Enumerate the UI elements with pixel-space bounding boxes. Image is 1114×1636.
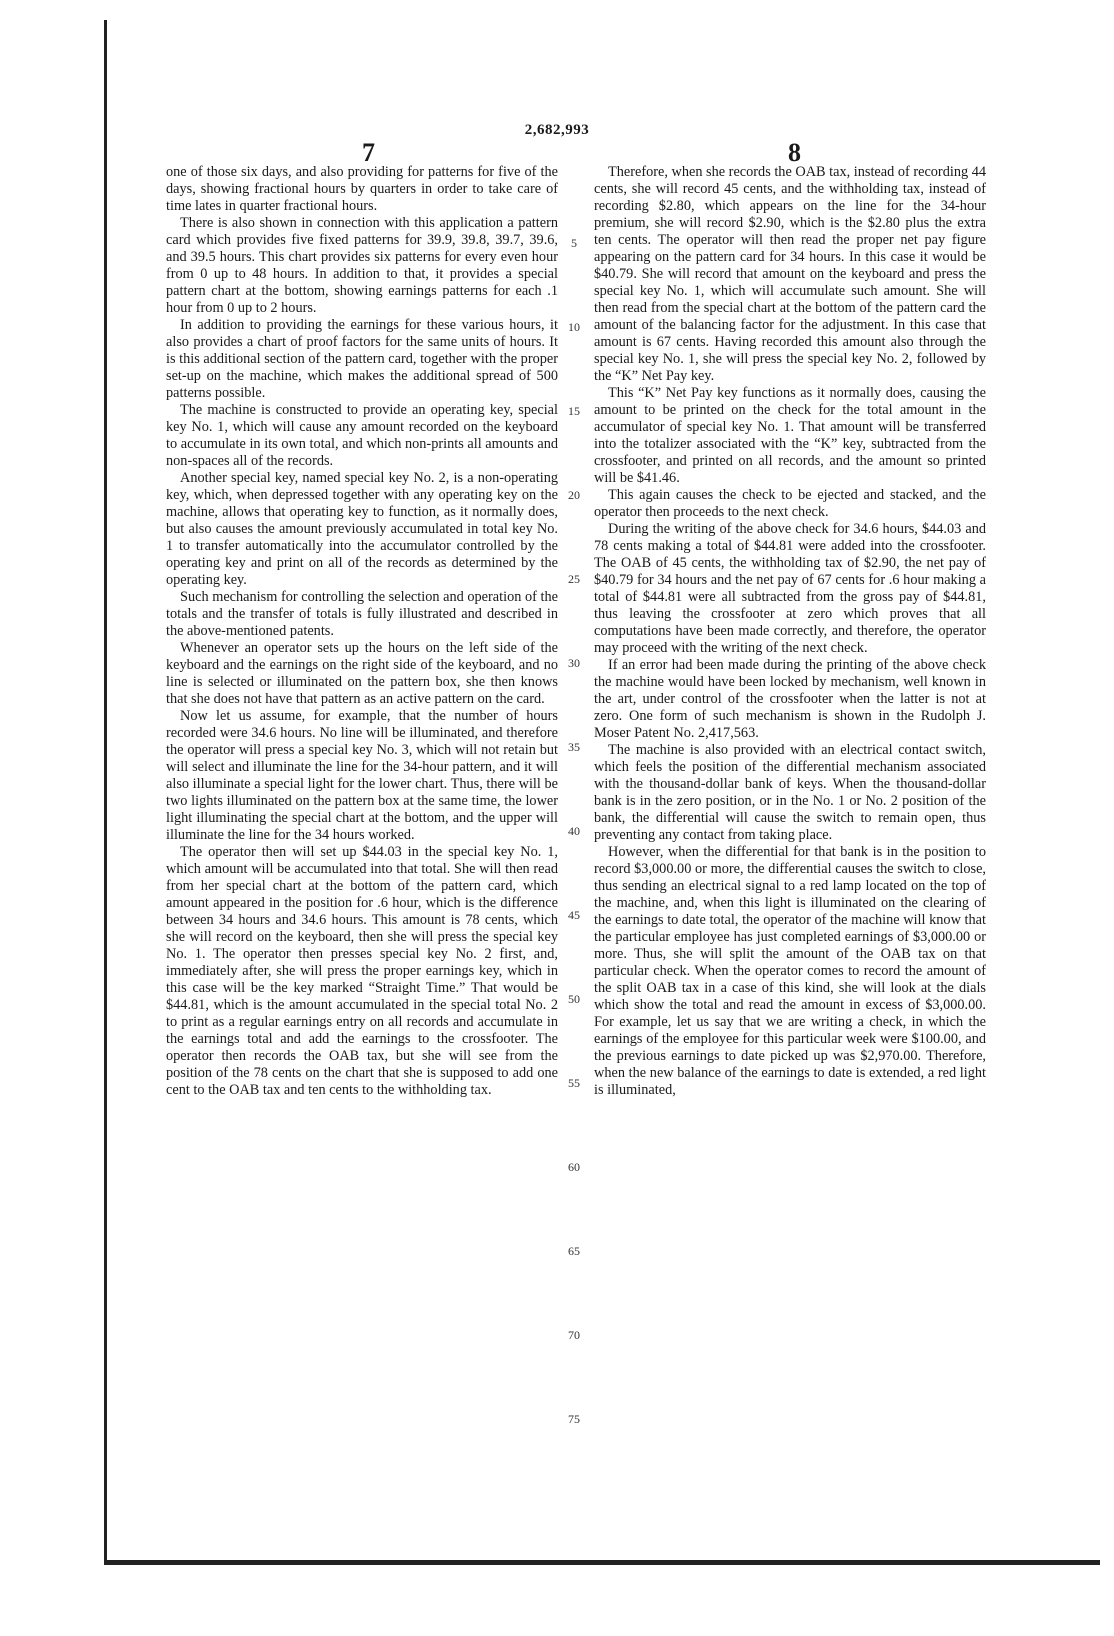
bottom-margin-rule bbox=[104, 1560, 1100, 1565]
right-text-column bbox=[594, 164, 986, 1099]
paragraph: The machine is constructed to provide an operating key, special key No. 1, which will cause any amount recorded on the keyboard to accumulate in its own total, and which non-prints all amounts and non-spaces all of the records. bbox=[166, 402, 558, 469]
paragraph: one of those six days, and also providing for patterns for five of the days, showing fractional hours by quarters in order to take care of time lates in quarter fractional hours. bbox=[166, 164, 558, 214]
line-number: 50 bbox=[568, 992, 580, 1006]
paragraph: This “K” Net Pay key functions as it normally does, causing the amount to be printed on the check for the total amount in the accumulator of special key No. 1. That amount will be transferred into the totalizer associated with the “K” key, subtracted from the crossfooter, and printed on all records, and the amount so printed will be $41.46. bbox=[594, 385, 986, 486]
line-number: 45 bbox=[568, 908, 580, 922]
line-number: 75 bbox=[568, 1412, 580, 1426]
line-number: 30 bbox=[568, 656, 580, 670]
line-number-gutter bbox=[560, 0, 588, 1636]
paragraph: If an error had been made during the printing of the above check the machine would have been locked by mechanism, well known in the art, under control of the crossfooter when the latter is not at zero. One form of such mechanism is shown in the Rudolph J. Moser Patent No. 2,417,563. bbox=[594, 657, 986, 741]
paragraph: In addition to providing the earnings for these various hours, it also provides a chart of proof factors for the same units of hours. It is this additional section of the pattern card, together with the proper set-up on the machine, which makes the additional spread of 500 patterns possible. bbox=[166, 317, 558, 401]
paragraph: However, when the differential for that bank is in the position to record $3,000.00 or more, the differential causes the switch to close, thus sending an electrical signal to a red lamp located on the top of the machine, and, when this light is illuminated on the clearing of the earnings to date total, the operator of the machine will know that the particular employee has just completed earnings of $3,000.00 or more. Thus, she will split the amount of the OAB tax on that particular check. When the operator comes to record the amount of the split OAB tax in a case of this kind, she will look at the dials which show the total and read the amount in excess of $3,000.00. For example, let us say that we are writing a check, in which the earnings of the employee for this particular week were $100.00, and the previous earnings to date picked up was $2,970.00. Therefore, when the new balance of the earnings to date is extended, a red light is illuminated, bbox=[594, 844, 986, 1098]
paragraph: There is also shown in connection with this application a pattern card which provides five fixed patterns for 39.9, 39.8, 39.7, 39.6, and 39.5 hours. This chart provides six patterns for every even hour from 0 up to 48 hours. In addition to that, it provides a special pattern chart at the bottom, showing earnings patterns for each .1 hour from 0 up to 2 hours. bbox=[166, 215, 558, 316]
line-number: 70 bbox=[568, 1328, 580, 1342]
paragraph: Such mechanism for controlling the selection and operation of the totals and the transfer of totals is fully illustrated and described in the above-mentioned patents. bbox=[166, 589, 558, 639]
paragraph: During the writing of the above check for 34.6 hours, $44.03 and 78 cents making a total of $44.81 were added into the crossfooter. The OAB of 45 cents, the withholding tax of $2.90, the net pay of $40.79 for 34 hours and the net pay of 67 cents for .6 hour making a total of $44.81 were all subtracted from the gross pay of $44.81, thus leaving the crossfooter at zero which proves that all computations have been made correctly, and therefore, the operator may proceed with the writing of the next check. bbox=[594, 521, 986, 656]
line-number: 15 bbox=[568, 404, 580, 418]
left-text-column bbox=[166, 164, 558, 1099]
paragraph: Whenever an operator sets up the hours on the left side of the keyboard and the earnings on the right side of the keyboard, and no line is selected or illuminated on the pattern box, she then knows that she does not have that pattern as an active pattern on the card. bbox=[166, 640, 558, 707]
line-number: 10 bbox=[568, 320, 580, 334]
line-number: 35 bbox=[568, 740, 580, 754]
paragraph: This again causes the check to be ejected and stacked, and the operator then proceeds to the next check. bbox=[594, 487, 986, 520]
line-number: 65 bbox=[568, 1244, 580, 1258]
line-number: 25 bbox=[568, 572, 580, 586]
paragraph: The operator then will set up $44.03 in the special key No. 1, which amount will be accumulated into that total. She will then read from her special chart at the bottom of the pattern card, which amount appeared in the position for .6 hour, which is the difference between 34 hours and 34.6 hours. This amount is 78 cents, which she will record on the keyboard, then she will press the special key No. 1. The operator then presses special key No. 2 first, and, immediately after, she will press the proper earnings key, which in this case will be the key marked “Straight Time.” That would be $44.81, which is the amount accumulated in the special total No. 2 to print as a regular earnings entry on all records and accumulate in the earnings total and add the earnings to the crossfooter. The operator then records the OAB tax, but she will see from the position of the 78 cents on the chart that she is supposed to add one cent to the OAB tax and ten cents to the withholding tax. bbox=[166, 844, 558, 1098]
paragraph: Another special key, named special key No. 2, is a non-operating key, which, when depressed together with any operating key on the machine, allows that operating key to function, as it normally does, but also causes the amount previously accumulated in total key No. 1 to transfer automatically into the accumulator controlled by the operating key and print on all of the records as determined by the operating key. bbox=[166, 470, 558, 588]
paragraph: Now let us assume, for example, that the number of hours recorded were 34.6 hours. No line will be illuminated, and therefore the operator will press a special key No. 3, which will not retain but will select and illuminate the line for the 34-hour pattern, and it will also illuminate a special light for the lower chart. Thus, there will be two lights illuminated on the pattern box at the same time, the lower light illuminating the special chart at the bottom, and the upper will illuminate the line for the 34 hours worked. bbox=[166, 708, 558, 843]
patent-number: 2,682,993 bbox=[524, 122, 590, 138]
line-number: 60 bbox=[568, 1160, 580, 1174]
left-margin-rule bbox=[104, 20, 107, 1565]
right-column-number: 8 bbox=[788, 138, 801, 167]
paragraph: Therefore, when she records the OAB tax, instead of recording 44 cents, she will record 45 cents, and the withholding tax, instead of recording $2.80, which appears on the line for the 34-hour premium, she will record $2.90, which is the $2.80 plus the extra ten cents. The operator will then read the proper net pay figure appearing on the pattern card for 34 hours. In this case it would be $40.79. She will record that amount on the keyboard and press the special key No. 1, which will accumulate such amount. She will then read from the special chart at the bottom of the pattern card the amount of the balancing factor for the adjustment. In this case that amount is 67 cents. Having recorded this amount also through the special key No. 1, she will press the special key No. 2, followed by the “K” Net Pay key. bbox=[594, 164, 986, 384]
line-number: 40 bbox=[568, 824, 580, 838]
left-column-number: 7 bbox=[362, 138, 375, 167]
line-number: 5 bbox=[571, 236, 577, 250]
line-number: 55 bbox=[568, 1076, 580, 1090]
line-number: 20 bbox=[568, 488, 580, 502]
paragraph: The machine is also provided with an electrical contact switch, which feels the position of the differential mechanism associated with the thousand-dollar bank of keys. When the thousand-dollar bank is in the zero position, or in the No. 1 or No. 2 position of the bank, the differential will cause the switch to remain open, thus preventing any contact from taking place. bbox=[594, 742, 986, 843]
